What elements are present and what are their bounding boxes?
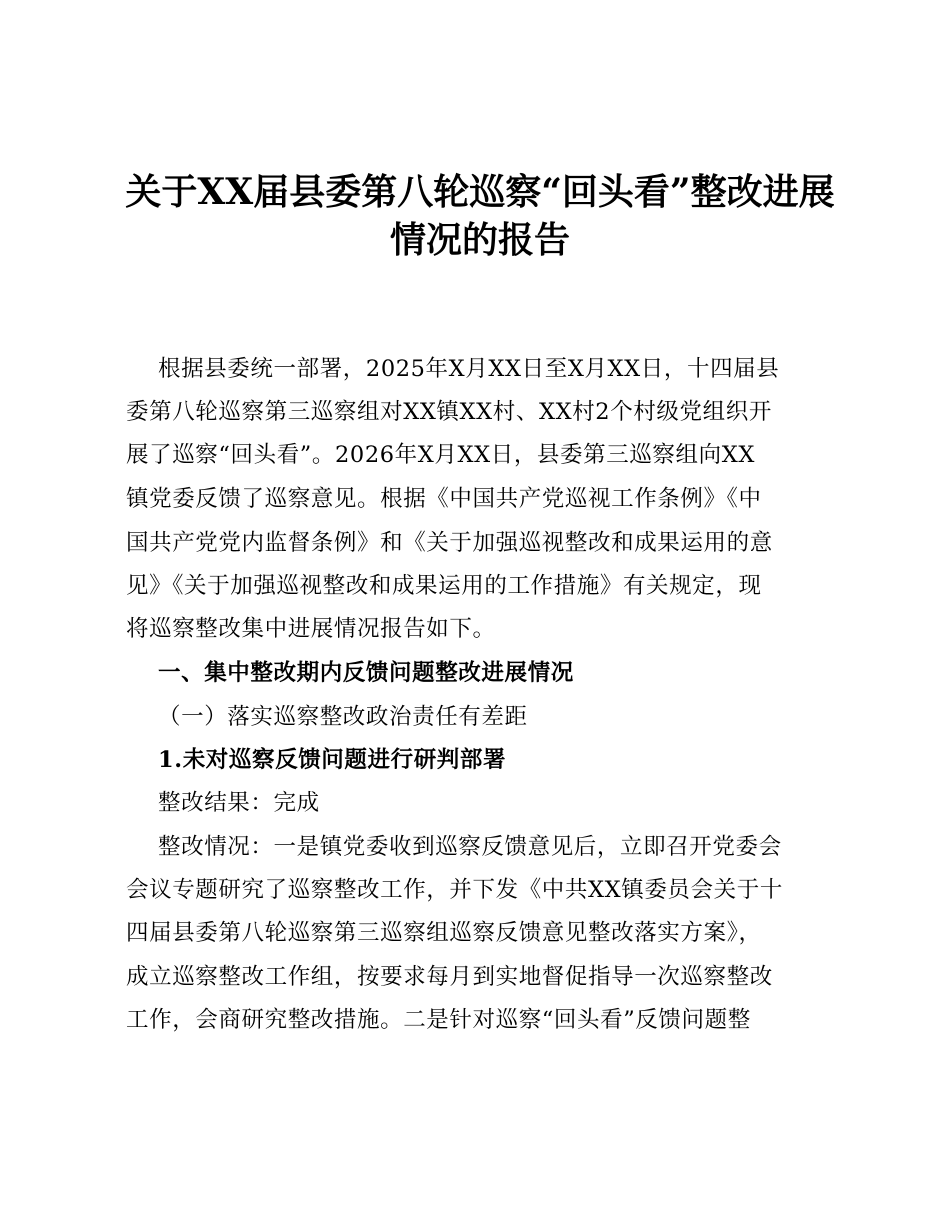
body-paragraph-line-4: 镇党委反馈了巡察意见。根据《中国共产党巡视工作条例》《中	[126, 486, 762, 512]
body-paragraph-line-7: 将巡察整改集中进展情况报告如下。	[126, 616, 496, 642]
body-paragraph-line-5: 国共产党党内监督条例》和《关于加强巡视整改和成果运用的意	[126, 530, 773, 556]
situation-line-4: 成立巡察整改工作组，按要求每月到实地督促指导一次巡察整改	[126, 964, 773, 990]
report-title-line-2: 情况的报告	[389, 219, 570, 261]
rectification-result: 整改结果：完成	[158, 790, 320, 816]
subsection-heading: （一）落实巡察整改政治责任有差距	[158, 704, 528, 730]
body-paragraph-line-3: 展了巡察“回头看”。2026年X月XX日，县委第三巡察组向XX	[126, 442, 755, 468]
body-paragraph-line-1: 根据县委统一部署，2025年X月XX日至X月XX日，十四届县	[158, 356, 780, 382]
item-heading: 1.未对巡察反馈问题进行研判部署	[158, 747, 507, 773]
situation-line-5: 工作，会商研究整改措施。二是针对巡察“回头看”反馈问题整	[126, 1007, 751, 1033]
situation-line-3: 四届县委第八轮巡察第三巡察组巡察反馈意见整改落实方案》，	[126, 920, 762, 946]
body-paragraph-line-2: 委第八轮巡察第三巡察组对XX镇XX村、XX村2个村级党组织开	[126, 399, 772, 425]
situation-line-2: 会议专题研究了巡察整改工作，并下发《中共XX镇委员会关于十	[126, 877, 783, 903]
section-heading: 一、集中整改期内反馈问题整改进展情况	[158, 660, 574, 686]
situation-line-1: 整改情况：一是镇党委收到巡察反馈意见后，立即召开党委会	[158, 834, 782, 860]
body-paragraph-line-6: 见》《关于加强巡视整改和成果运用的工作措施》有关规定，现	[126, 573, 762, 599]
report-title-line-1: 关于XX届县委第八轮巡察“回头看”整改进展	[125, 171, 835, 213]
